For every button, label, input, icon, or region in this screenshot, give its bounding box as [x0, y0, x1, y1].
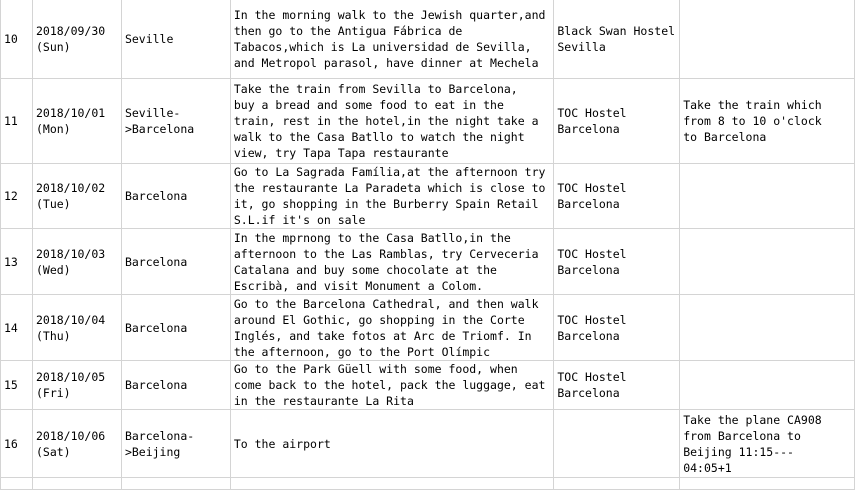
day-number-cell[interactable]: 12 [1, 164, 33, 229]
plan-cell[interactable]: Take the train from Sevilla to Barcelona, buy a bread and some food to eat in the train, rest in the hotel,in the night take a walk to the Casa Batllo to watch the night view, try Tapa Tapa restaurante [230, 79, 553, 164]
date-cell[interactable]: 2018/10/04 (Thu) [32, 295, 121, 361]
empty-cell[interactable] [32, 478, 121, 490]
note-cell[interactable] [680, 164, 855, 229]
note-cell[interactable] [680, 295, 855, 361]
hotel-cell[interactable]: TOC Hostel Barcelona [554, 361, 680, 410]
table-row [1, 410, 855, 478]
empty-cell[interactable] [121, 478, 230, 490]
hotel-cell[interactable]: TOC Hostel Barcelona [554, 164, 680, 229]
city-cell[interactable]: Barcelona [121, 361, 230, 410]
table-row [1, 478, 855, 490]
note-cell[interactable]: Take the plane CA908 from Barcelona to Beijing 11:15--- 04:05+1 [680, 410, 855, 478]
table-row [1, 0, 855, 79]
city-cell[interactable]: Barcelona [121, 295, 230, 361]
city-cell[interactable]: Barcelona [121, 164, 230, 229]
date-cell[interactable]: 2018/10/02 (Tue) [32, 164, 121, 229]
note-cell[interactable] [680, 229, 855, 295]
hotel-cell[interactable]: TOC Hostel Barcelona [554, 229, 680, 295]
table-row [1, 229, 855, 295]
plan-cell[interactable]: Go to La Sagrada Família,at the afternoon try the restaurante La Paradeta which is close to it, go shopping in the Burberry Spain Retail S.L.if it's on sale [230, 164, 553, 229]
city-cell[interactable]: Barcelona- >Beijing [121, 410, 230, 478]
plan-cell[interactable]: Go to the Park Güell with some food, when come back to the hotel, pack the luggage, eat in the restaurante La Rita [230, 361, 553, 410]
empty-cell[interactable] [230, 478, 553, 490]
empty-cell[interactable] [1, 478, 33, 490]
hotel-cell[interactable]: TOC Hostel Barcelona [554, 79, 680, 164]
date-cell[interactable]: 2018/10/01 (Mon) [32, 79, 121, 164]
city-cell[interactable]: Barcelona [121, 229, 230, 295]
day-number-cell[interactable]: 16 [1, 410, 33, 478]
date-cell[interactable]: 2018/10/06 (Sat) [32, 410, 121, 478]
table-row [1, 295, 855, 361]
day-number-cell[interactable]: 14 [1, 295, 33, 361]
empty-cell[interactable] [680, 478, 855, 490]
hotel-cell[interactable]: Black Swan Hostel Sevilla [554, 0, 680, 79]
day-number-cell[interactable]: 13 [1, 229, 33, 295]
date-cell[interactable]: 2018/10/03 (Wed) [32, 229, 121, 295]
plan-cell[interactable]: To the airport [230, 410, 553, 478]
date-cell[interactable]: 2018/09/30 (Sun) [32, 0, 121, 79]
note-cell[interactable]: Take the train which from 8 to 10 o'clock to Barcelona [680, 79, 855, 164]
day-number-cell[interactable]: 11 [1, 79, 33, 164]
hotel-cell[interactable] [554, 410, 680, 478]
table-row [1, 164, 855, 229]
note-cell[interactable] [680, 0, 855, 79]
plan-cell[interactable]: In the morning walk to the Jewish quarter,and then go to the Antigua Fábrica de Tabacos,which is La universidad de Sevilla, and Metropol parasol, have dinner at Mechela [230, 0, 553, 79]
day-number-cell[interactable]: 15 [1, 361, 33, 410]
plan-cell[interactable]: Go to the Barcelona Cathedral, and then walk around El Gothic, go shopping in the Corte Inglés, and take fotos at Arc de Triomf. In the afternoon, go to the Port Olímpic [230, 295, 553, 361]
hotel-cell[interactable]: TOC Hostel Barcelona [554, 295, 680, 361]
date-cell[interactable]: 2018/10/05 (Fri) [32, 361, 121, 410]
city-cell[interactable]: Seville- >Barcelona [121, 79, 230, 164]
city-cell[interactable]: Seville [121, 0, 230, 79]
table-row [1, 361, 855, 410]
plan-cell[interactable]: In the mprnong to the Casa Batllo,in the afternoon to the Las Ramblas, try Cerveceria Catalana and buy some chocolate at the Escribà, and visit Monument a Colom. [230, 229, 553, 295]
table-row [1, 79, 855, 164]
note-cell[interactable] [680, 361, 855, 410]
day-number-cell[interactable]: 10 [1, 0, 33, 79]
empty-cell[interactable] [554, 478, 680, 490]
